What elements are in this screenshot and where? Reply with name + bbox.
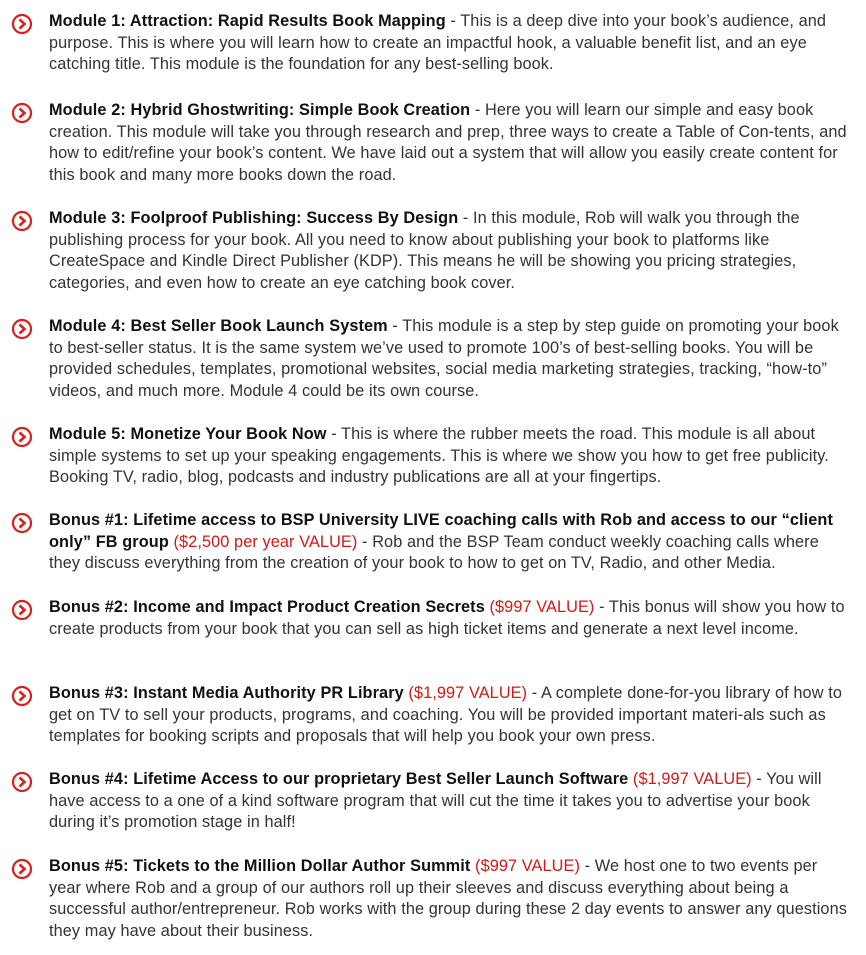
item-description: - Here you will learn our simple and easy book creation. This module will take you through research and prep, three ways to create a Table of Con-tents, and how to edit/refine your book’s content. We have laid out a system that will allow you easily create content for this book and many more books down the road. xyxy=(49,101,847,184)
item-title: Module 2: Hybrid Ghostwriting: Simple Book Creation xyxy=(49,101,471,119)
chevron-circle-right-icon xyxy=(11,771,33,793)
item-value: ($2,500 per year VALUE) xyxy=(168,532,358,551)
item-description: - This is a deep dive into your book’s audience, and purpose. This is where you will learn how to create an impactful hook, a valuable benefit list, and an eye catching title. This module is the foundation for any best-selling book. xyxy=(49,12,827,74)
list-item-text xyxy=(49,597,849,640)
item-description: - Rob and the BSP Team conduct weekly coaching calls where they discuss everything from the creation of your book to how to get on TV, Radio, and other Media. xyxy=(49,532,819,573)
item-description: - We host one to two events per year where Rob and a group of our authors roll up their sleeves and discuss everything about being a successful author/entrepreneur. Rob works with the group during these 2 day events to answer any questions they may have about their business. xyxy=(49,857,847,940)
item-value: ($997 VALUE) xyxy=(484,598,595,616)
item-description: - In this module, Rob will walk you through the publishing process for your book. All you need to know about publishing your book to platforms like CreateSpace and Kindle Direct Publisher (KDP). This means he will be showing you pricing strategies, categories, and even how to create an eye catching book cover. xyxy=(49,209,800,292)
chevron-circle-right-icon xyxy=(11,210,33,232)
list-item-text xyxy=(49,510,849,575)
item-description: - This is where the rubber meets the road. This module is all about simple systems to set up your speaking engagements. This is where we show you how to get free publicity. Booking TV, radio, blog, podcasts and industry publications are all at your fingertips. xyxy=(49,425,829,487)
item-description: - A complete done-for-you library of how to get on TV to sell your products, programs, and coaching. You will be provided important materi-als such as templates for booking scripts and proposals that will help you book your own press. xyxy=(49,684,842,746)
list-item-text xyxy=(49,11,849,76)
item-title: Module 4: Best Seller Book Launch System xyxy=(49,317,388,335)
item-title: Module 3: Foolproof Publishing: Success By Design xyxy=(49,209,459,227)
chevron-circle-right-icon xyxy=(11,13,33,35)
chevron-circle-right-icon xyxy=(11,318,33,340)
item-title: Bonus #3: Instant Media Authority PR Library xyxy=(49,684,404,702)
item-description: - This bonus will show you how to create products from your book that you can sell as high ticket items and generate a next level income. xyxy=(49,598,845,638)
item-title: Bonus #1: Lifetime access to BSP University LIVE coaching calls with Rob and access to our “client only” FB group xyxy=(49,511,833,551)
item-title: Bonus #2: Income and Impact Product Creation Secrets xyxy=(49,598,485,616)
item-description: - This module is a step by step guide on promoting your book to best-seller status. It is the same system we’ve used to promote 100’s of best-selling books. You will be provided schedules, templates, promotional websites, social media marketing strategies, tracking, “how-to” videos, and much more. Module 4 could be its own course. xyxy=(49,317,839,400)
list-item-text xyxy=(49,424,849,489)
list-item-text xyxy=(49,100,849,186)
list-item-text xyxy=(49,856,849,942)
item-title: Module 5: Monetize Your Book Now xyxy=(49,425,327,443)
chevron-circle-right-icon xyxy=(11,512,33,534)
chevron-circle-right-icon xyxy=(11,102,33,124)
item-value: ($1,997 VALUE) xyxy=(403,684,528,702)
list-item-text xyxy=(49,769,849,834)
item-title: Bonus #5: Tickets to the Million Dollar Author Summit xyxy=(49,857,471,875)
item-value: ($997 VALUE) xyxy=(470,857,581,875)
chevron-circle-right-icon xyxy=(11,858,33,880)
item-title: Module 1: Attraction: Rapid Results Book Mapping xyxy=(49,12,446,30)
chevron-circle-right-icon xyxy=(11,685,33,707)
chevron-circle-right-icon xyxy=(11,426,33,448)
list-item-text xyxy=(49,316,849,402)
list-item-text xyxy=(49,208,849,294)
item-value: ($1,997 VALUE) xyxy=(628,770,752,788)
chevron-circle-right-icon xyxy=(11,599,33,621)
list-item-text xyxy=(49,683,849,748)
item-title: Bonus #4: Lifetime Access to our proprietary Best Seller Launch Software xyxy=(49,770,629,788)
item-description: - You will have access to a one of a kind software program that will cut the time it takes you to advertise your book during it’s promotion stage in half! xyxy=(49,770,822,832)
